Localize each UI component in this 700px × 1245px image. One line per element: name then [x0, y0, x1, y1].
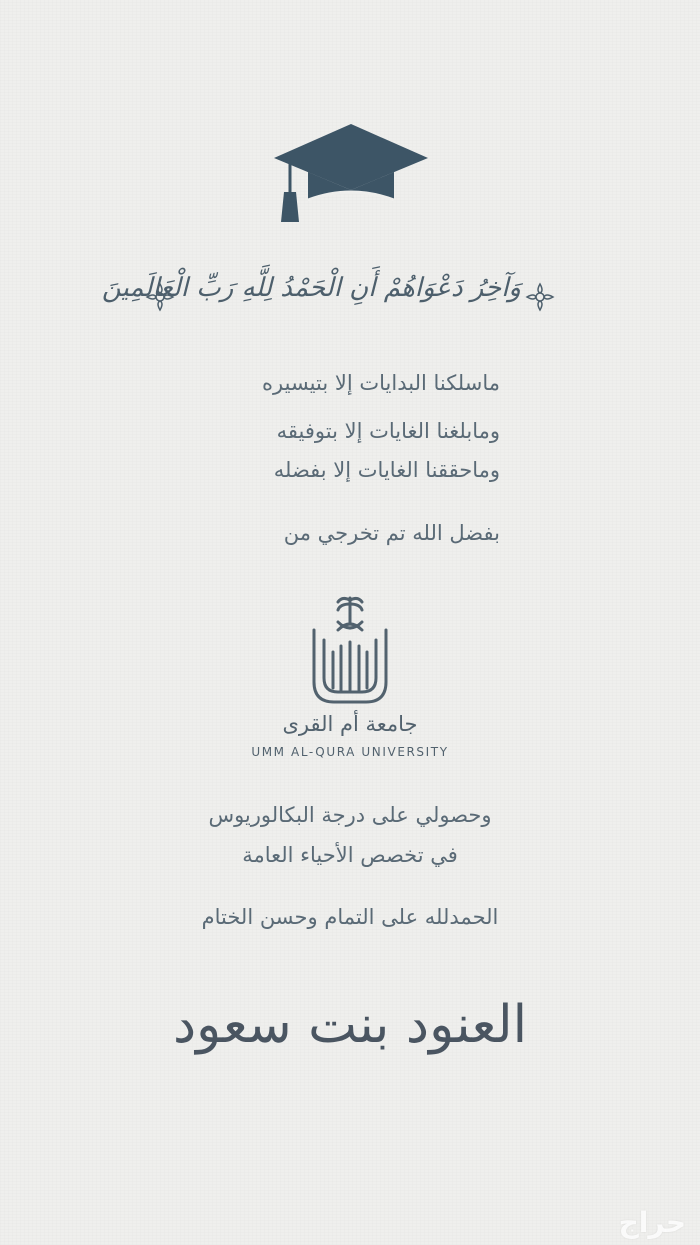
major-line: في تخصص الأحياء العامة — [242, 843, 458, 867]
poem-line: وماحققنا الغايات إلا بفضله — [273, 458, 500, 482]
quran-verse-banner — [101, 262, 555, 338]
graduated-from-line: بفضل الله تم تخرجي من — [283, 521, 500, 545]
poem-line: ماسلكنا البدايات إلا بتيسيره — [262, 371, 500, 395]
floral-ornament-icon — [525, 282, 555, 312]
graduate-name: العنود بنت سعود — [172, 995, 528, 1055]
degree-line: وحصولي على درجة البكالوريوس — [208, 803, 492, 827]
closing-line: الحمدلله على التمام وحسن الختام — [201, 905, 499, 929]
poem-line: ومابلغنا الغايات إلا بتوفيقه — [276, 419, 500, 443]
university-name-arabic: جامعة أم القرى — [282, 712, 418, 736]
university-name-english: UMM AL-QURA UNIVERSITY — [251, 745, 449, 759]
quran-verse: وَآخِرُ دَعْوَاهُمْ أَنِ الْحَمْدُ لِلَّهِ رَبِّ الْعَالَمِينَ — [101, 273, 521, 303]
graduation-cap-icon — [268, 122, 434, 230]
watermark: حراج — [618, 1206, 686, 1239]
university-logo — [300, 590, 400, 712]
